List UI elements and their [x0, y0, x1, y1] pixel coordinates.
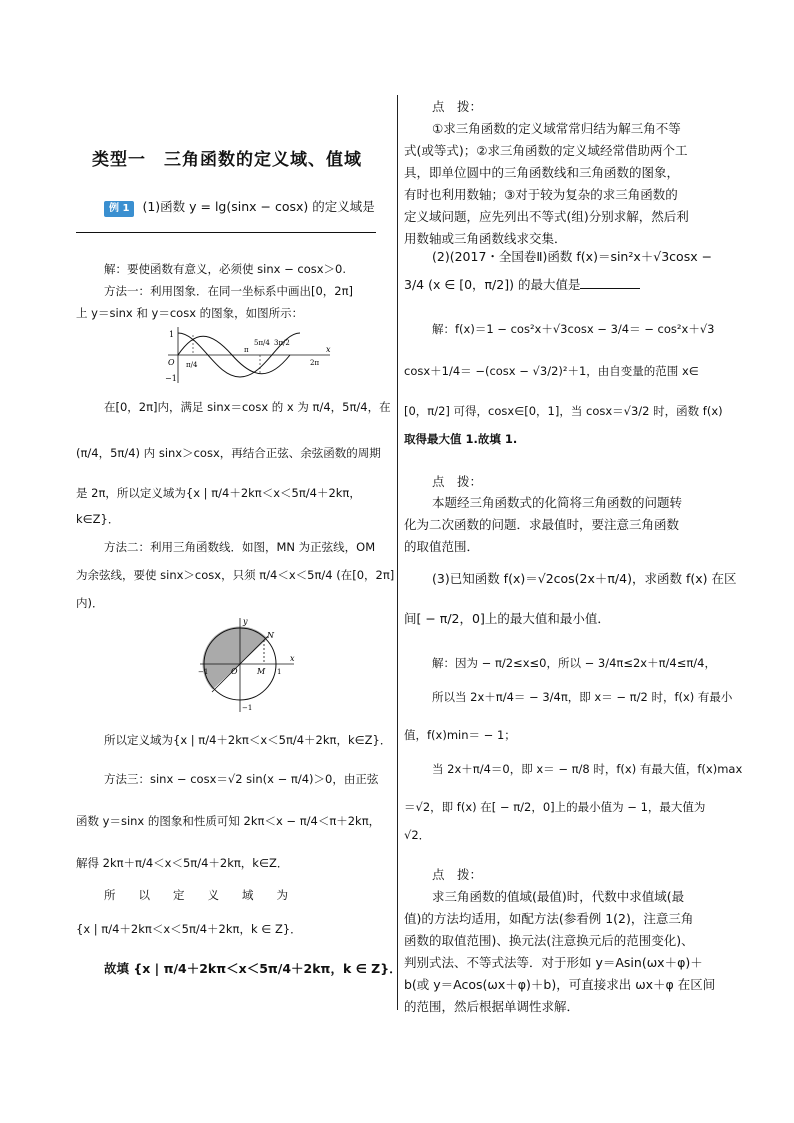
tip-line: 式(或等式)；②求三角函数的定义域经常借助两个工 — [404, 143, 688, 158]
solution-line: 解：要使函数有意义，必须使 sinx − cosx＞0. — [104, 262, 347, 276]
solution-line: 内)． — [76, 596, 104, 610]
solution-line: 解得 2kπ＋π/4＜x＜5π/4＋2kπ，k∈Z． — [76, 856, 289, 870]
tip-heading: 点 拨： — [432, 99, 483, 114]
tip-line: 具，即单位圆中的三角函数线和三角函数的图象， — [404, 165, 680, 180]
solution-line: 解：f(x)＝1 − cos²x＋√3cosx − 3/4＝ − cos²x＋√3 — [432, 322, 715, 336]
tip-line: 判别式法、不等式法等．对于形如 y＝Asin(ωx＋φ)＋ — [404, 955, 703, 970]
tip-line: 函数的取值范围)、换元法(注意换元后的范围变化)、 — [404, 933, 694, 948]
tip-heading: 点 拨： — [432, 474, 483, 489]
example-badge: 例 1 — [104, 201, 134, 217]
solution-line: 当 2x＋π/4＝0，即 x＝ − π/8 时，f(x) 有最大值，f(x)max — [432, 762, 743, 776]
tip-line: 本题经三角函数式的化简将三角函数的问题转 — [432, 495, 683, 510]
tip-line: 用数轴或三角函数线求交集． — [404, 231, 567, 246]
solution-line: 值，f(x)min＝ − 1； — [404, 728, 516, 742]
question-2-line: (2)(2017・全国卷Ⅱ)函数 f(x)＝sin²x＋√3cosx − — [432, 249, 713, 264]
solution-line: 方法三：sinx − cosx＝√2 sin(x − π/4)＞0，由正弦 — [104, 772, 379, 786]
sin-cos-graph — [160, 325, 335, 385]
final-answer: 故填 {x | π/4＋2kπ＜x＜5π/4＋2kπ，k ∈ Z}． — [104, 961, 402, 976]
graph-tick-label: π/4 — [186, 361, 198, 369]
graph-x-label: x — [326, 345, 331, 354]
solution-line: cosx＋1/4＝ −(cosx − √3/2)²＋1，由自变量的范围 x∈ — [404, 364, 699, 378]
solution-line: 所以定义域为{x | π/4＋2kπ＜x＜5π/4＋2kπ，k∈Z}． — [104, 733, 392, 747]
graph-tick-label: 3π/2 — [274, 339, 290, 347]
solution-line: 函数 y＝sinx 的图象和性质可知 2kπ＜x − π/4＜π＋2kπ， — [76, 814, 381, 828]
question-3-line: 间[ − π/2，0]上的最大值和最小值． — [404, 611, 610, 626]
graph-y-top-label: 1 — [169, 330, 175, 339]
tip-line: 的取值范围． — [404, 539, 480, 554]
circle-one-label: 1 — [277, 668, 282, 676]
solution-line: 是 2π，所以定义域为{x | π/4＋2kπ＜x＜5π/4＋2kπ， — [76, 486, 361, 500]
graph-tick-label: π — [244, 346, 249, 354]
solution-line: 所以当 2x＋π/4＝ − 3/4π，即 x＝ − π/2 时，f(x) 有最小 — [432, 690, 733, 704]
graph-tick-label: 2π — [310, 359, 320, 367]
solution-line: 上 y＝sinx 和 y＝cosx 的图象，如图所示： — [76, 306, 304, 320]
tip-line: ①求三角函数的定义域常常归结为解三角不等 — [432, 121, 681, 136]
tip-line: 的范围，然后根据单调性求解． — [404, 999, 580, 1014]
shaded-region — [203, 627, 268, 690]
point-N-label: N — [267, 631, 274, 640]
unit-circle-diagram — [198, 614, 298, 714]
solution-line: {x | π/4＋2kπ＜x＜5π/4＋2kπ，k ∈ Z}． — [76, 922, 302, 936]
tip-line: 值)的方法均适用，如配方法(参看例 1(2)，注意三角 — [404, 911, 694, 926]
solution-line: 在[0，2π]内，满足 sinx＝cosx 的 x 为 π/4，5π/4，在 — [104, 400, 391, 414]
tip-line: 有时也利用数轴；③对于较为复杂的求三角函数的 — [404, 187, 678, 202]
solution-line: [0，π/2] 可得，cosx∈[0，1]，当 cosx＝√3/2 时，函数 f(x) — [404, 404, 723, 418]
question-2-text: 3/4 (x ∈ [0，π/2]) 的最大值是 — [404, 277, 581, 292]
question-3-line: (3)已知函数 f(x)＝√2cos(2x＋π/4)，求函数 f(x) 在区 — [432, 571, 737, 586]
graph-y-bottom-label: −1 — [165, 374, 177, 383]
y-axis-label: y — [243, 617, 248, 626]
tip-heading: 点 拨： — [432, 867, 483, 882]
question-1 — [104, 200, 375, 217]
solution-line: 方法一：利用图象．在同一坐标系中画出[0，2π] — [104, 284, 354, 298]
tip-line: 定义域问题，应先列出不等式(组)分别求解，然后利 — [404, 209, 689, 224]
point-M-label: M — [257, 667, 266, 676]
circle-neg-one-label: −1 — [198, 668, 209, 676]
column-divider — [397, 95, 398, 1010]
answer-blank-line — [76, 232, 376, 233]
graph-tick-label: 5π/4 — [254, 339, 270, 347]
solution-line: 为余弦线，要使 sinx＞cosx，只须 π/4＜x＜5π/4 (在[0，2π] — [76, 568, 395, 582]
solution-line: √2． — [404, 828, 431, 842]
solution-line: 方法二：利用三角函数线．如图，MN 为正弦线，OM — [104, 540, 376, 554]
answer-blank — [580, 278, 640, 289]
solution-line: 所 以 定 义 域 为 — [104, 888, 288, 902]
x-axis-label: x — [290, 654, 295, 663]
tip-line: 化为二次函数的问题．求最值时，要注意三角函数 — [404, 517, 680, 532]
solution-line: k∈Z}． — [76, 512, 120, 526]
question-2-line — [404, 278, 640, 292]
solution-line: ＝√2，即 f(x) 在[ − π/2，0]上的最小值为 − 1，最大值为 — [404, 800, 706, 814]
tip-line: 求三角函数的值域(最值)时，代数中求值域(最 — [432, 889, 685, 904]
origin-label: O — [231, 667, 238, 676]
circle-neg-one-y-label: −1 — [242, 704, 253, 712]
section-title: 类型一 三角函数的定义域、值域 — [92, 150, 362, 170]
solution-line: (π/4，5π/4) 内 sinx＞cosx，再结合正弦、余弦函数的周期 — [76, 446, 381, 460]
solution-line: 解：因为 − π/2≤x≤0，所以 − 3/4π≤2x＋π/4≤π/4， — [432, 656, 716, 670]
solution-line: 取得最大值 1.故填 1. — [404, 432, 518, 446]
question-1-text: (1)函数 y = lg(sinx − cosx) 的定义域是 — [142, 199, 375, 214]
tip-line: b(或 y＝Acos(ωx＋φ)＋b)，可直接求出 ωx＋φ 在区间 — [404, 977, 716, 992]
graph-origin-label: O — [168, 358, 175, 367]
